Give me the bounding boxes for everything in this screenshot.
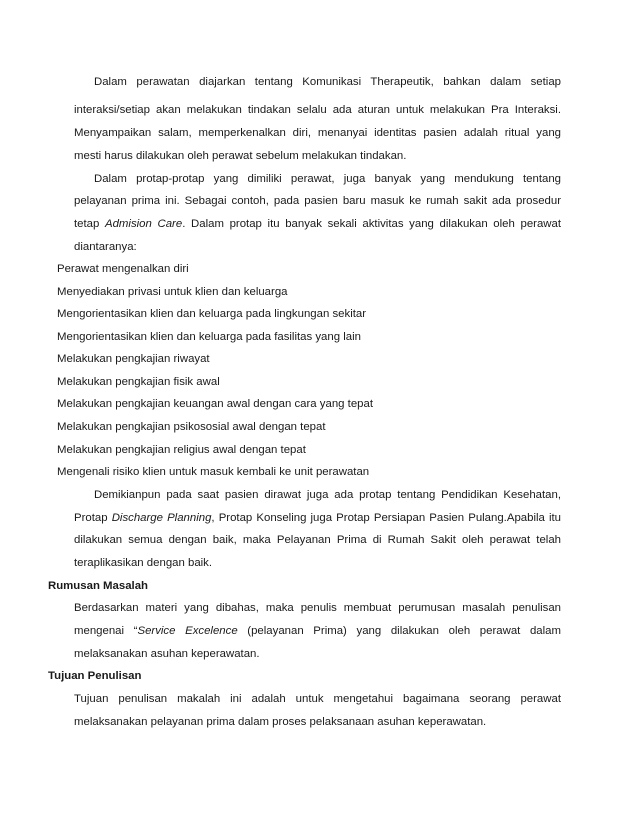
list-item: Melakukan pengkajian religius awal dengan tepat (57, 444, 306, 456)
paragraph-3-line-4: teraplikasikan dengan baik. (74, 557, 213, 569)
section-heading-rumusan-masalah: Rumusan Masalah (48, 580, 149, 592)
italic-term-admision-care: Admision Care (105, 218, 183, 230)
paragraph-1-line-3: Menyampaikan salam, memperkenalkan diri, menanyai identitas pasien adalah ritual yang (74, 127, 561, 139)
list-item: Melakukan pengkajian keuangan awal dengan cara yang tepat (57, 398, 374, 410)
list-item: Mengenali risiko klien untuk masuk kembali ke unit perawatan (57, 466, 370, 478)
text-segment: (pelayanan Prima) yang dilakukan oleh perawat dalam (237, 625, 561, 637)
tujuan-line-2: melaksanakan pelayanan prima dalam proses pelaksanaan asuhan keperawatan. (74, 716, 487, 728)
rumusan-line-2 (74, 624, 561, 638)
list-item: Melakukan pengkajian riwayat (57, 353, 210, 365)
paragraph-2-line-2: pelayanan prima ini. Sebagai contoh, pada pasien baru masuk ke rumah sakit ada prosedur (74, 195, 561, 207)
rumusan-line-3: melaksanakan asuhan keperawatan. (74, 648, 260, 660)
paragraph-3-line-1: Demikianpun pada saat pasien dirawat juga ada protap tentang Pendidikan Kesehatan, (94, 489, 561, 501)
section-heading-tujuan-penulisan: Tujuan Penulisan (48, 670, 142, 682)
paragraph-1-line-1: Dalam perawatan diajarkan tentang Komunikasi Therapeutik, bahkan dalam setiap (94, 76, 561, 88)
list-item: Menyediakan privasi untuk klien dan keluarga (57, 286, 288, 298)
italic-term-service-excelence: Service Excelence (137, 625, 238, 637)
paragraph-3-line-2 (74, 511, 561, 525)
paragraph-2-line-1: Dalam protap-protap yang dimiliki perawat, juga banyak yang mendukung tentang (94, 173, 561, 185)
text-segment: tetap (74, 218, 105, 230)
text-segment: , Protap Konseling juga Protap Persiapan Pasien Pulang.Apabila itu (211, 512, 561, 524)
list-item: Mengorientasikan klien dan keluarga pada fasilitas yang lain (57, 331, 361, 343)
tujuan-line-1: Tujuan penulisan makalah ini adalah untuk mengetahui bagaimana seorang perawat (74, 693, 561, 705)
paragraph-2-line-3 (74, 217, 561, 231)
list-item: Perawat mengenalkan diri (57, 263, 189, 275)
paragraph-1-line-4: mesti harus dilakukan oleh perawat sebelum melakukan tindakan. (74, 150, 407, 162)
paragraph-1-line-2: interaksi/setiap akan melakukan tindakan selalu ada aturan untuk melakukan Pra Interaksi. (74, 104, 561, 116)
paragraph-2-line-4: diantaranya: (74, 241, 137, 253)
italic-term-discharge-planning: Discharge Planning (111, 512, 212, 524)
list-item: Melakukan pengkajian fisik awal (57, 376, 220, 388)
rumusan-line-1: Berdasarkan materi yang dibahas, maka penulis membuat perumusan masalah penulisan (74, 602, 561, 614)
text-segment: Protap (74, 512, 112, 524)
text-segment: . Dalam protap itu banyak sekali aktivitas yang dilakukan oleh perawat (182, 218, 562, 230)
list-item: Melakukan pengkajian psikososial awal dengan tepat (57, 421, 326, 433)
paragraph-3-line-3: dilakukan semua dengan baik, maka Pelayanan Prima di Rumah Sakit oleh perawat telah (74, 534, 561, 546)
text-segment: mengenai “ (74, 625, 138, 637)
list-item: Mengorientasikan klien dan keluarga pada lingkungan sekitar (57, 308, 367, 320)
